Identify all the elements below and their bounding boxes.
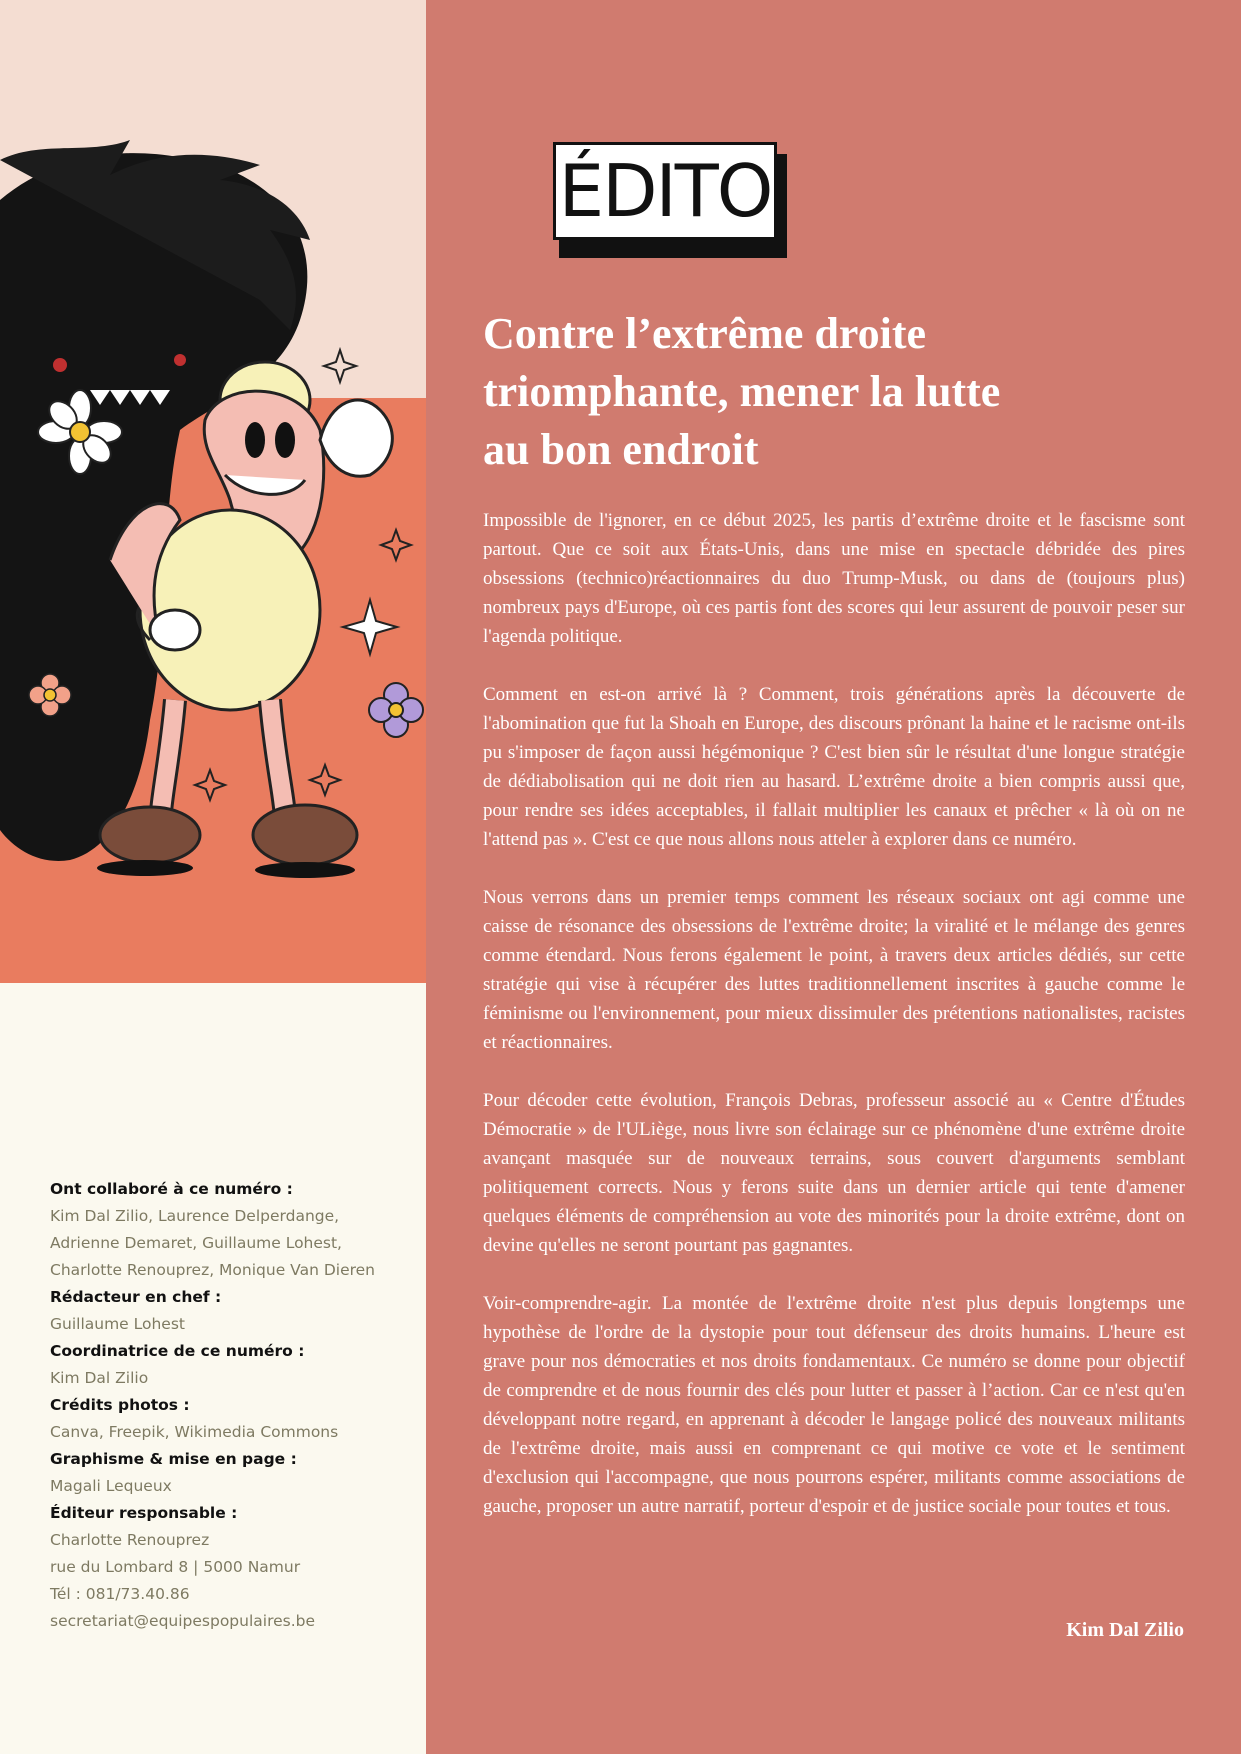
credit-label: Crédits photos : [50, 1396, 190, 1414]
right-column [426, 0, 1241, 1754]
title-line: au bon endroit [483, 425, 759, 474]
paragraph: Comment en est-on arrivé là ? Comment, trois générations après la découverte de l'abomination que fut la Shoah en Europe, des discours prônant la haine et le racisme ont-ils pu s'imposer de façon aussi hégémonique ? C'est bien sûr le résultat d'une longue stratégie de dédiabolisation qui ne doit rien au hasard. L’extrême droite a bien compris aussi que, pour rendre ses idées acceptables, il fallait multiplier les canaux et prêcher « là où on ne l'attend pas ». C'est ce que nous allons nous atteler à explorer dans ce numéro. [483, 684, 1185, 850]
credit-value: Tél : 081/73.40.86 [50, 1585, 190, 1603]
credits-block [50, 1176, 420, 1635]
edito-label: ÉDITO [558, 149, 772, 233]
article-title [483, 305, 1183, 479]
article-body [483, 506, 1185, 1550]
credit-label: Coordinatrice de ce numéro : [50, 1342, 305, 1360]
paragraph: Pour décoder cette évolution, François Debras, professeur associé au « Centre d'Études Démocratie » de l'ULiège, nous livre son éclairage sur ce phénomène d'une extrême droite avançant masquée sur de nouveaux terrains, sous couvert d'arguments semblant politiquement corrects. Nous y ferons suite dans un dernier article qui tente d'amener quelques éléments de compréhension au vote des minorités pour la droite extrême, dont on devine qu'elles ne seront pourtant pas gagnantes. [483, 1090, 1185, 1256]
credit-value: Kim Dal Zilio [50, 1369, 149, 1387]
credit-label: Graphisme & mise en page : [50, 1450, 297, 1468]
paragraph: Impossible de l'ignorer, en ce début 2025, les partis d’extrême droite et le fascisme sont partout. Que ce soit aux États-Unis, dans une mise en spectacle débridée des pires obsessions (technico)réactionnaires du duo Trump-Musk, ou dans de (toujours plus) nombreux pays d'Europe, où ces partis font des scores qui leur assurent de pouvoir peser sur l'agenda politique. [483, 510, 1185, 647]
credit-label: Éditeur responsable : [50, 1504, 238, 1522]
author-signature: Kim Dal Zilio [1066, 1619, 1184, 1641]
edito-label-box [553, 142, 777, 240]
credit-value: Canva, Freepik, Wikimedia Commons [50, 1423, 339, 1441]
credit-value: rue du Lombard 8 | 5000 Namur [50, 1558, 301, 1576]
illustration [0, 0, 426, 983]
title-line: triomphante, mener la lutte [483, 367, 1001, 416]
credit-label: Rédacteur en chef : [50, 1288, 222, 1306]
credit-value: Guillaume Lohest [50, 1315, 185, 1333]
credit-email: secretariat@equipespopulaires.be [50, 1612, 316, 1630]
credit-value: Kim Dal Zilio, Laurence Delperdange, [50, 1207, 340, 1225]
sheep-wolf-illustration [0, 0, 426, 983]
credit-value: Adrienne Demaret, Guillaume Lohest, [50, 1234, 342, 1252]
paragraph: Nous verrons dans un premier temps comment les réseaux sociaux ont agi comme une caisse de résonance des obsessions de l'extrême droite; la viralité et le mélange des genres comme étendard. Nous ferons également le point, à travers deux articles dédiés, sur cette stratégie qui vise à récupérer des luttes traditionnellement inscrites à gauche comme le féminisme ou l'environnement, pour mieux dissimuler des prétentions nationalistes, racistes et réactionnaires. [483, 887, 1185, 1053]
credit-value: Charlotte Renouprez, Monique Van Dieren [50, 1261, 375, 1279]
left-column [0, 0, 426, 1754]
paragraph: Voir-comprendre-agir. La montée de l'extrême droite n'est plus depuis longtemps une hypothèse de l'ordre de la dystopie pour tout défenseur des droits humains. L'heure est grave pour nos démocraties et nos droits fondamentaux. Ce numéro se donne pour objectif de comprendre et de nous fournir des clés pour lutter et passer à l’action. Car ce n'est qu'en développant notre regard, en apprenant à décoder le langage policé des nouveaux militants de l'extrême droite, mais aussi en comprenant ce qui motive ce vote et le sentiment d'exclusion qui l'accompagne, que nous pourrons espérer, militants comme associations de gauche, proposer un autre narratif, porteur d'espoir et de justice sociale pour toutes et tous. [483, 1293, 1185, 1517]
credit-label: Ont collaboré à ce numéro : [50, 1180, 293, 1198]
credit-value: Charlotte Renouprez [50, 1531, 210, 1549]
credit-value: Magali Lequeux [50, 1477, 172, 1495]
title-line: Contre l’extrême droite [483, 309, 927, 358]
